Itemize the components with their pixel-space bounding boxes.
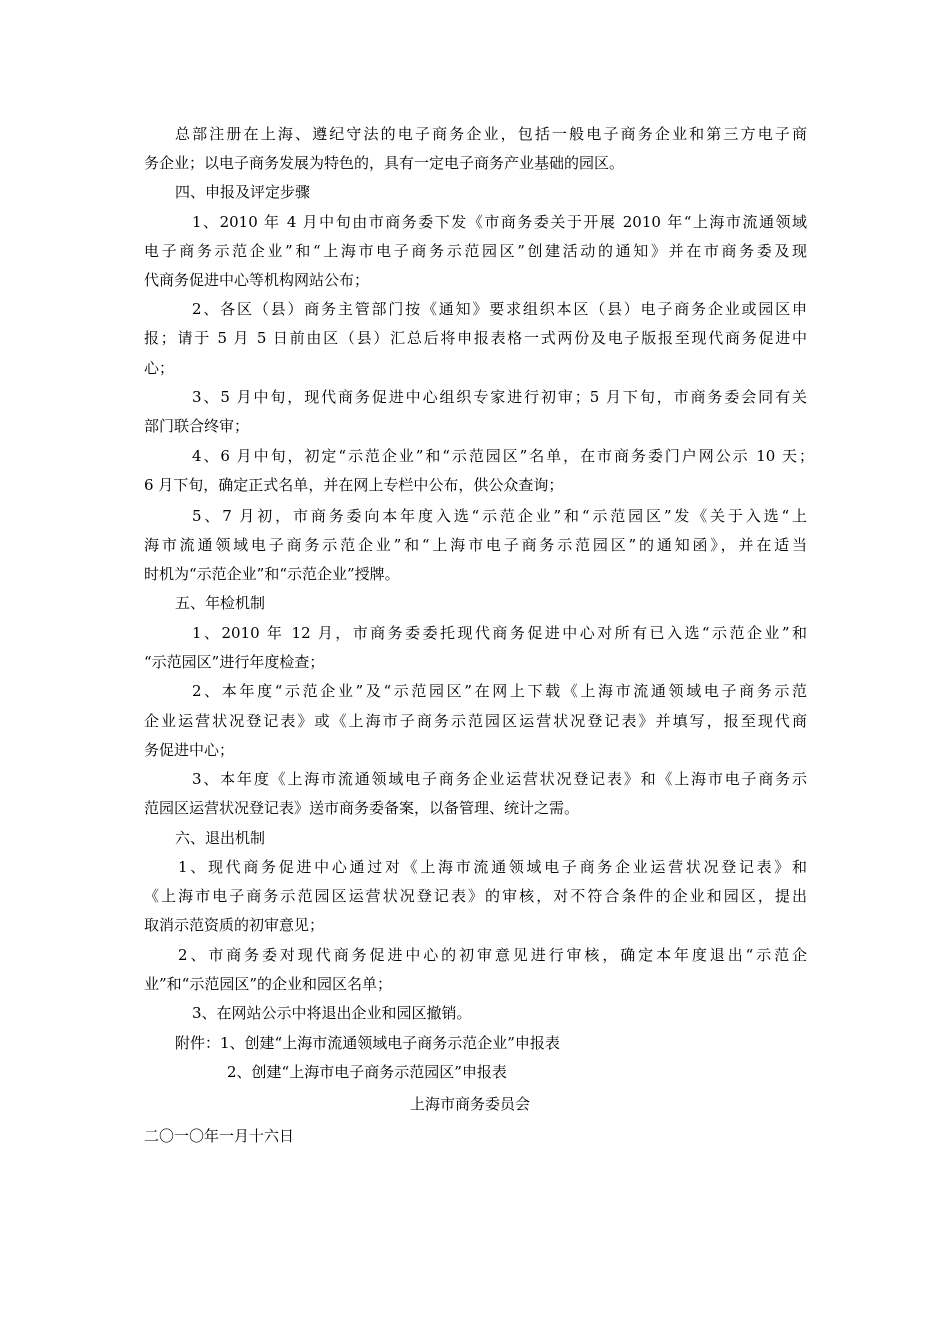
paragraph-line: 电子商务示范企业”和“上海市电子商务示范园区”创建活动的通知》并在市商务委及现 bbox=[144, 242, 807, 260]
paragraph-line: 4、6 月中旬，初定“示范企业”和“示范园区”名单，在市商务委门户网公示 10 天； bbox=[192, 447, 814, 465]
paragraph-line: 企业运营状况登记表》或《上海市子商务示范园区运营状况登记表》并填写，报至现代商 bbox=[144, 712, 807, 730]
attachment-line: 附件：1、创建“上海市流通领域电子商务示范企业”申报表 bbox=[175, 1034, 560, 1052]
paragraph-line: 3、5 月中旬，现代商务促进中心组织专家进行初审；5 月下旬，市商务委会同有关 bbox=[192, 388, 807, 406]
paragraph-line: 3、在网站公示中将退出企业和园区撤销。 bbox=[192, 1004, 472, 1022]
paragraph-line: 5、7 月初，市商务委向本年度入选“示范企业”和“示范园区”发《关于入选“上 bbox=[192, 507, 807, 525]
paragraph-line: 业”和“示范园区”的企业和园区名单； bbox=[144, 975, 393, 993]
paragraph-line: “示范园区”进行年度检查； bbox=[144, 653, 325, 671]
paragraph-line: 代商务促进中心等机构网站公布； bbox=[144, 271, 370, 289]
paragraph-line: 部门联合终审； bbox=[144, 417, 250, 435]
paragraph-line: 取消示范资质的初审意见； bbox=[144, 916, 325, 934]
paragraph-line: 1、2010 年 12 月，市商务委委托现代商务促进中心对所有已入选“示范企业”和 bbox=[192, 624, 807, 642]
paragraph-line: 2、各区（县）商务主管部门按《通知》要求组织本区（县）电子商务企业或园区申 bbox=[192, 300, 807, 318]
paragraph-line: 范园区运营状况登记表》送市商务委备案，以备管理、统计之需。 bbox=[144, 799, 580, 817]
paragraph-line: 海市流通领域电子商务示范企业”和“上海市电子商务示范园区”的通知函》，并在适当 bbox=[144, 536, 807, 554]
attachment-line: 2、创建“上海市电子商务示范园区”申报表 bbox=[227, 1063, 507, 1081]
paragraph-line: 务促进中心； bbox=[144, 741, 235, 759]
section-heading: 六、退出机制 bbox=[175, 829, 266, 847]
paragraph-line: 务企业；以电子商务发展为特色的，具有一定电子商务产业基础的园区。 bbox=[144, 154, 625, 172]
paragraph-line: 报；请于 5 月 5 日前由区（县）汇总后将申报表格一式两份及电子版报至现代商务促进中 bbox=[144, 329, 807, 347]
paragraph-line: 1、2010 年 4 月中旬由市商务委下发《市商务委关于开展 2010 年“上海市流通领域 bbox=[192, 213, 807, 231]
section-heading: 五、年检机制 bbox=[175, 594, 266, 612]
paragraph-line: 2、本年度“示范企业”及“示范园区”在网上下载《上海市流通领域电子商务示范 bbox=[192, 682, 807, 700]
paragraph-line: 6 月下旬，确定正式名单，并在网上专栏中公布，供公众查询； bbox=[144, 476, 564, 494]
paragraph-line: 1、现代商务促进中心通过对《上海市流通领域电子商务企业运营状况登记表》和 bbox=[178, 858, 807, 876]
paragraph-line: 《上海市电子商务示范园区运营状况登记表》的审核，对不符合条件的企业和园区，提出 bbox=[144, 887, 807, 905]
paragraph-line: 时机为“示范企业”和“示范企业”授牌。 bbox=[144, 565, 400, 583]
issuer-signature: 上海市商务委员会 bbox=[410, 1095, 531, 1113]
paragraph-line: 2、市商务委对现代商务促进中心的初审意见进行审核，确定本年度退出“示范企 bbox=[178, 946, 807, 964]
paragraph-line: 总部注册在上海、遵纪守法的电子商务企业，包括一般电子商务企业和第三方电子商 bbox=[175, 125, 807, 143]
paragraph-line: 心； bbox=[144, 359, 175, 377]
paragraph-line: 3、本年度《上海市流通领域电子商务企业运营状况登记表》和《上海市电子商务示 bbox=[192, 770, 807, 788]
document-date: 二〇一〇年一月十六日 bbox=[144, 1127, 295, 1145]
section-heading: 四、申报及评定步骤 bbox=[175, 183, 311, 201]
